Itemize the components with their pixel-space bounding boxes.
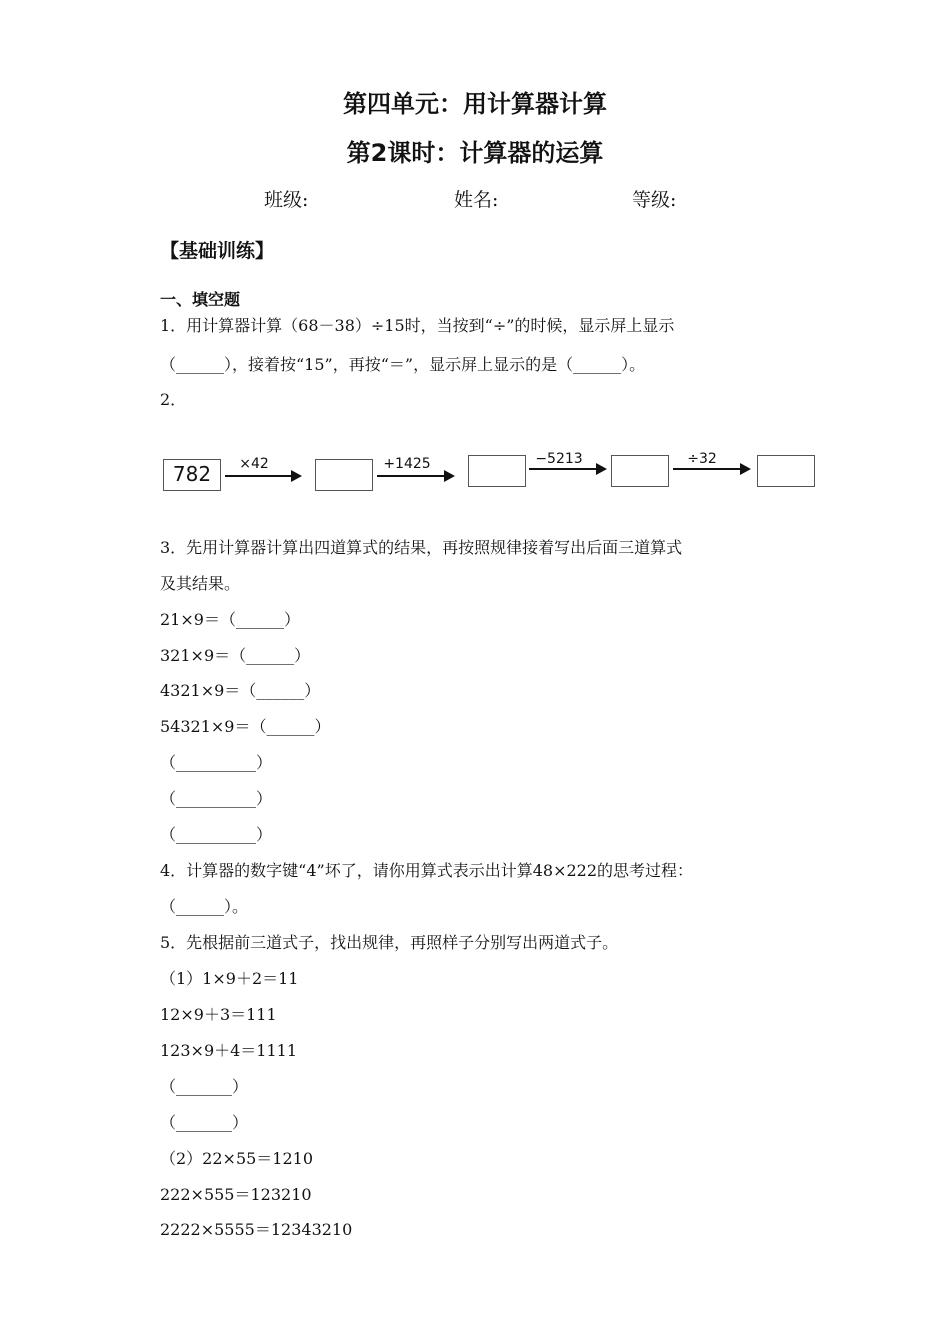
op-label: ÷32 xyxy=(687,451,717,467)
answer-box-3[interactable] xyxy=(611,455,669,487)
q5-equation: 222×555＝123210 xyxy=(160,1185,312,1204)
class-label: 班级: xyxy=(264,189,309,211)
q3-blank[interactable]: （__________） xyxy=(160,789,273,808)
q1-line2: （______），接着按“15”，再按“＝”，显示屏上显示的是（______）。 xyxy=(160,355,646,374)
name-label: 姓名: xyxy=(454,189,499,211)
unit-title: 第四单元：用计算器计算 xyxy=(343,90,607,118)
q5-equation: （1）1×9＋2＝11 xyxy=(160,969,299,988)
grade-label: 等级: xyxy=(632,189,677,211)
op-label: −5213 xyxy=(535,451,583,467)
q5-equation: 12×9＋3＝111 xyxy=(160,1005,277,1024)
answer-box-1[interactable] xyxy=(315,459,373,491)
q2-number: 2． xyxy=(160,390,187,409)
op-label: +1425 xyxy=(383,456,431,472)
q5-line1: 5．先根据前三道式子，找出规律，再照样子分别写出两道式子。 xyxy=(160,933,619,952)
answer-box-4[interactable] xyxy=(757,455,815,487)
answer-box-2[interactable] xyxy=(468,455,526,487)
q3-equation: 321×9＝（______） xyxy=(160,646,311,665)
q4-line2[interactable]: （______）。 xyxy=(160,897,249,916)
lesson-title: 第2课时：计算器的运算 xyxy=(346,139,604,167)
section-title: 【基础训练】 xyxy=(160,240,275,262)
q5-blank[interactable]: （_______） xyxy=(160,1113,249,1132)
q1-line1: 1．用计算器计算（68－38）÷15时，当按到“÷”的时候，显示屏上显示 xyxy=(160,316,675,335)
q3-equation: 4321×9＝（______） xyxy=(160,681,321,700)
arrow-2 xyxy=(377,475,453,477)
part-title: 一、填空题 xyxy=(160,290,241,309)
q3-blank[interactable]: （__________） xyxy=(160,825,273,844)
q3-equation: 21×9＝（______） xyxy=(160,610,300,629)
q3-equation: 54321×9＝（______） xyxy=(160,717,331,736)
start-value-box: 782 xyxy=(163,459,221,491)
q4-line1: 4．计算器的数字键“4”坏了，请你用算式表示出计算48×222的思考过程： xyxy=(160,861,694,880)
op-label: ×42 xyxy=(239,456,269,472)
q5-equation: 2222×5555＝12343210 xyxy=(160,1220,353,1239)
q5-equation: （2）22×55＝1210 xyxy=(160,1149,314,1168)
q3-line2: 及其结果。 xyxy=(160,574,241,593)
arrow-4 xyxy=(673,468,749,470)
q3-line1: 3．先用计算器计算出四道算式的结果，再按照规律接着写出后面三道算式 xyxy=(160,538,683,557)
q5-equation: 123×9＋4＝1111 xyxy=(160,1041,298,1060)
arrow-1 xyxy=(225,475,300,477)
q5-blank[interactable]: （_______） xyxy=(160,1077,249,1096)
arrow-3 xyxy=(529,468,605,470)
q3-blank[interactable]: （__________） xyxy=(160,753,273,772)
